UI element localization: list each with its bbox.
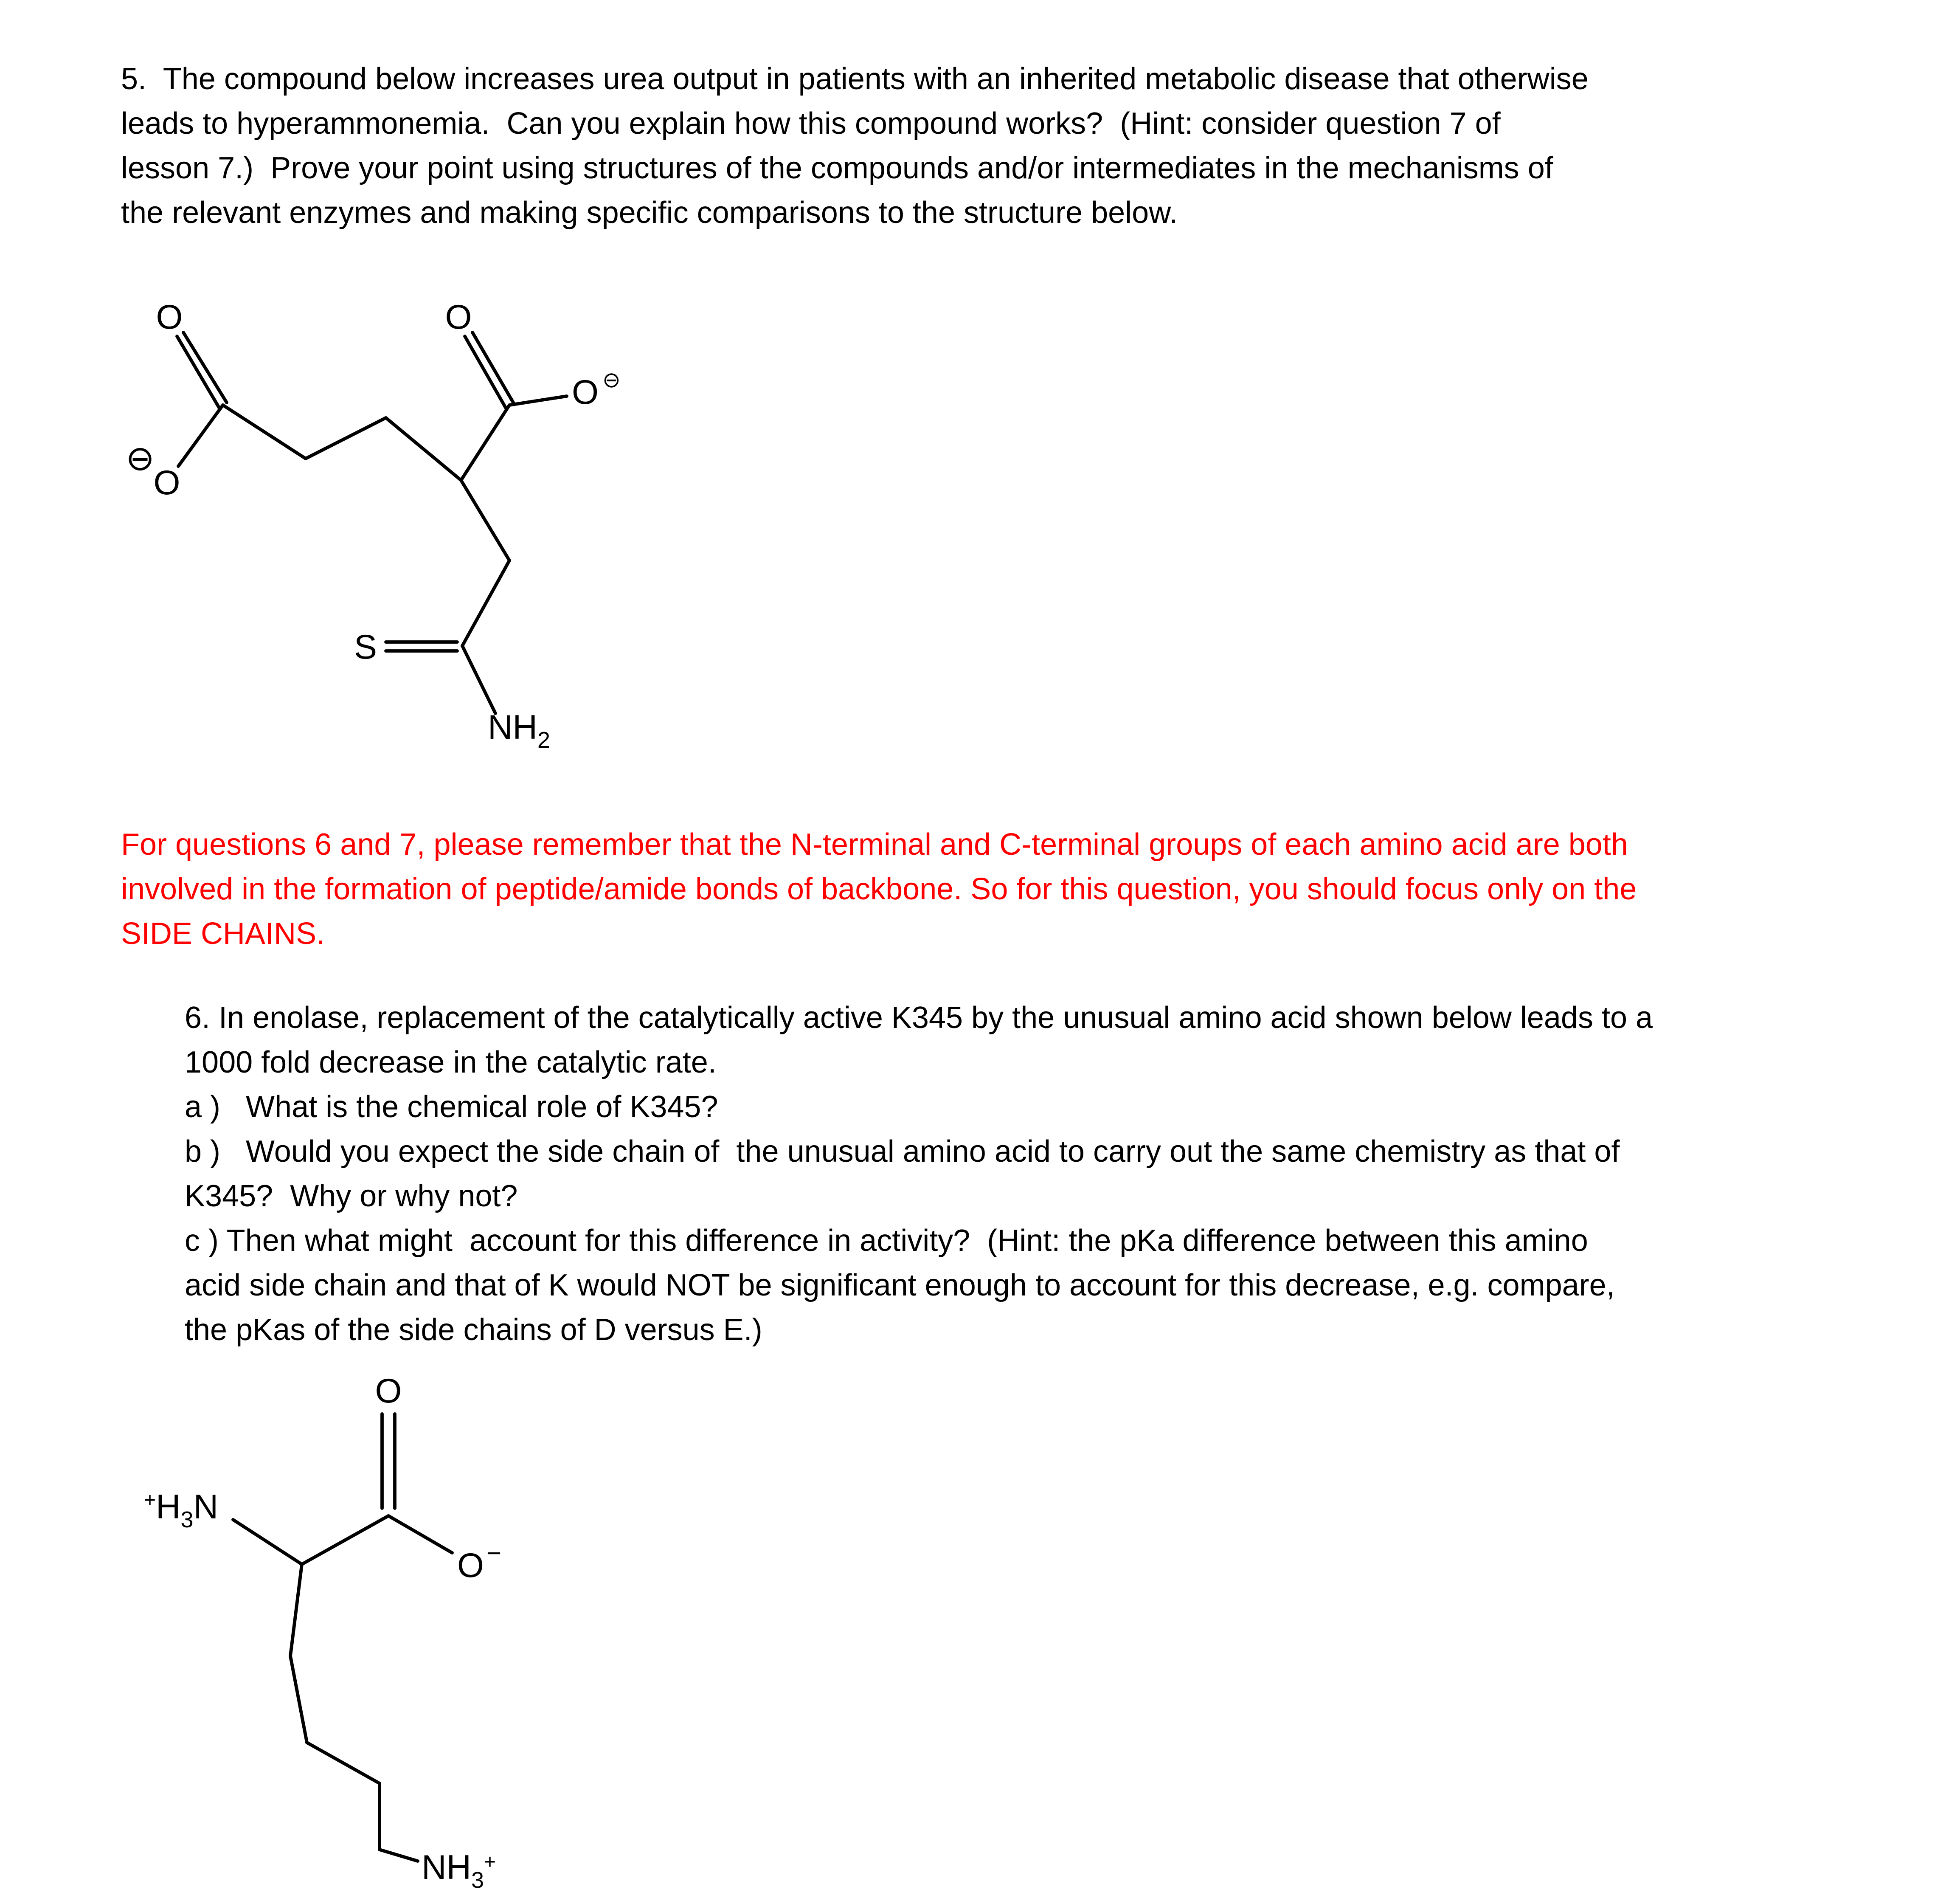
unusual-amino-acid-structure: [121, 1360, 579, 1895]
text-line: c ) Then what might account for this difference in activity? (Hint: the pKa difference between this amino: [185, 1224, 1588, 1259]
text-line: involved in the formation of peptide/amide bonds of backbone. So for this question, you should focus only on the: [121, 873, 1637, 907]
negative-charge-icon: ⊖: [602, 368, 621, 392]
bond-lines: [233, 1414, 452, 1861]
note-text: [121, 823, 1637, 957]
ammonium-nh3-label: $NH_3^+$: [422, 1848, 496, 1893]
ammonium-h3n-label: $^+H_3N$: [144, 1488, 219, 1532]
amide-nh2-label: $NH_2$: [488, 708, 551, 753]
question-5-text: [121, 57, 1589, 236]
oxygen-label: O: [153, 464, 180, 502]
text-line: K345? Why or why not?: [185, 1180, 518, 1214]
text-line: b ) Would you expect the side chain of the unusual amino acid to carry out the same chemistry as that of: [185, 1135, 1620, 1169]
text-line: SIDE CHAINS.: [121, 917, 325, 952]
text-line: the relevant enzymes and making specific comparisons to the structure below.: [121, 196, 1178, 231]
text-line: leads to hyperammonemia. Can you explain how this compound works? (Hint: consider question 7 of: [121, 107, 1501, 141]
question-6-text: [185, 996, 1653, 1353]
text-line: lesson 7.) Prove your point using structures of the compounds and/or intermediates in the mechanisms of: [121, 152, 1553, 186]
sulfur-label: S: [354, 628, 377, 666]
text-line: 6. In enolase, replacement of the catalytically active K345 by the unusual amino acid shown below leads to a: [185, 1001, 1653, 1036]
oxygen-label: O: [156, 298, 183, 336]
text-line: a ) What is the chemical role of K345?: [185, 1090, 718, 1125]
carboxylate-oxygen-label: O −: [457, 1539, 502, 1585]
carboxylate-oxygen-label: O ⊖: [572, 368, 621, 411]
text-line: the pKas of the side chains of D versus E.): [185, 1313, 762, 1348]
text-line: 1000 fold decrease in the catalytic rate.: [185, 1046, 717, 1080]
text-line: acid side chain and that of K would NOT be significant enough to account for this decrease, e.g. compare,: [185, 1269, 1615, 1303]
text-line: For questions 6 and 7, please remember that the N-terminal and C-terminal groups of each amino acid are both: [121, 828, 1628, 862]
negative-charge-icon: −: [486, 1539, 502, 1567]
oxygen-label: O: [445, 298, 472, 336]
negative-charge-icon: ⊖: [126, 439, 155, 478]
thioamide-dicarboxylate-structure: [108, 290, 681, 781]
oxygen-label: O: [375, 1372, 402, 1410]
text-line: 5. The compound below increases urea output in patients with an inherited metabolic disease that otherwise: [121, 62, 1589, 97]
